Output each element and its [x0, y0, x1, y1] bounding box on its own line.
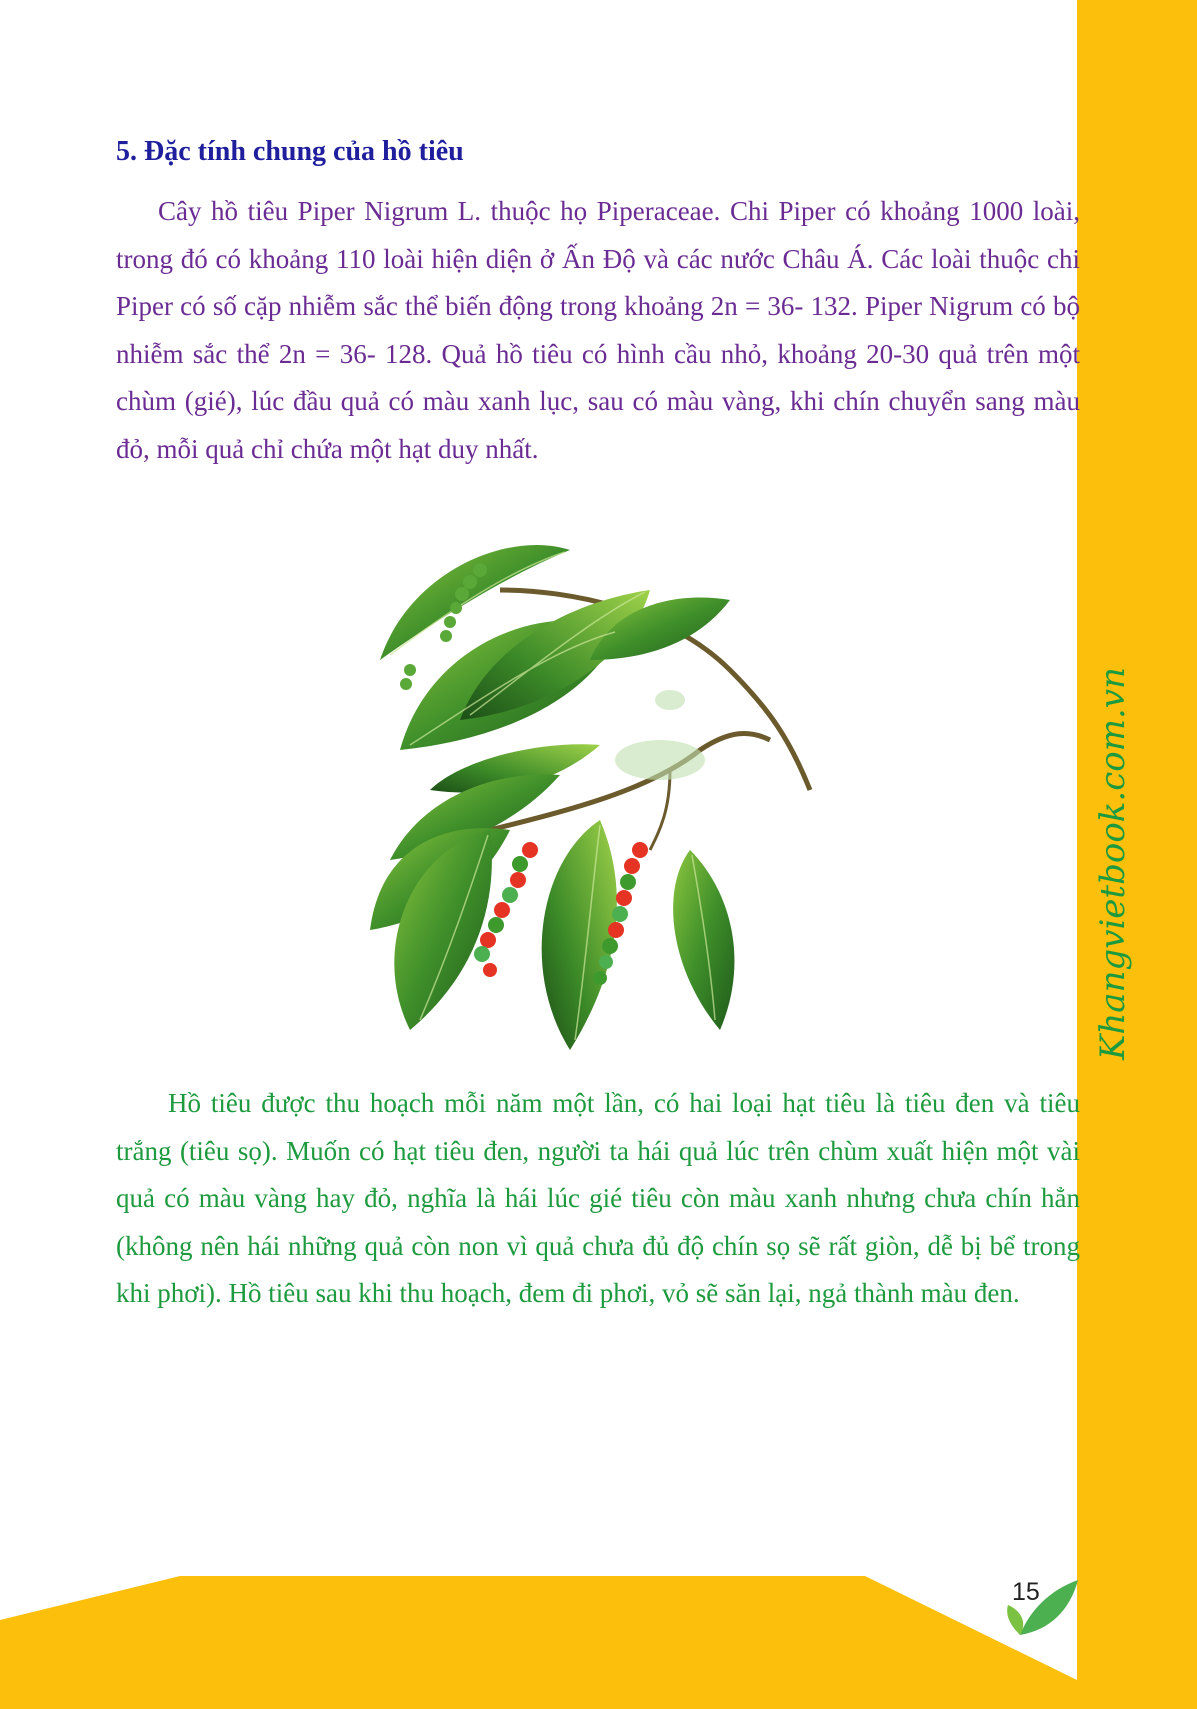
page-number: 15	[1012, 1578, 1040, 1606]
paragraph-characteristics: Cây hồ tiêu Piper Nigrum L. thuộc họ Piperaceae. Chi Piper có khoảng 1000 loài, trong đó có khoảng 110 loài hiện diện ở Ấn Độ và các nước Châu Á. Các loài thuộc chi Piper có số cặp nhiễm sắc thể biến động trong khoảng 2n = 36- 132. Piper Nigrum có bộ nhiễm sắc thể 2n = 36- 128. Quả hồ tiêu có hình cầu nhỏ, khoảng 20-30 quả trên một chùm (gié), lúc đầu quả có màu xanh lục, sau có màu vàng, khi chín chuyển sang màu đỏ, mỗi quả chỉ chứa một hạt duy nhất.	[116, 196, 1080, 464]
section-heading: 5. Đặc tính chung của hồ tiêu	[116, 136, 464, 167]
paragraph-harvest: Hồ tiêu được thu hoạch mỗi năm một lần, có hai loại hạt tiêu là tiêu đen và tiêu trắng (tiêu sọ). Muốn có hạt tiêu đen, người ta hái quả lúc trên chùm xuất hiện một vài quả có màu vàng hay đỏ, nghĩa là hái lúc gié tiêu còn màu xanh nhưng chưa chín hẳn (không nên hái những quả còn non vì quả chưa đủ độ chín sọ sẽ rất giòn, dễ bị bể trong khi phơi). Hồ tiêu sau khi thu hoạch, đem đi phơi, vỏ sẽ săn lại, ngả thành màu đen.	[116, 1088, 1080, 1308]
publisher-website: Khangvietbook.com.vn	[1093, 667, 1133, 1060]
pepper-plant-illustration	[370, 530, 835, 1070]
